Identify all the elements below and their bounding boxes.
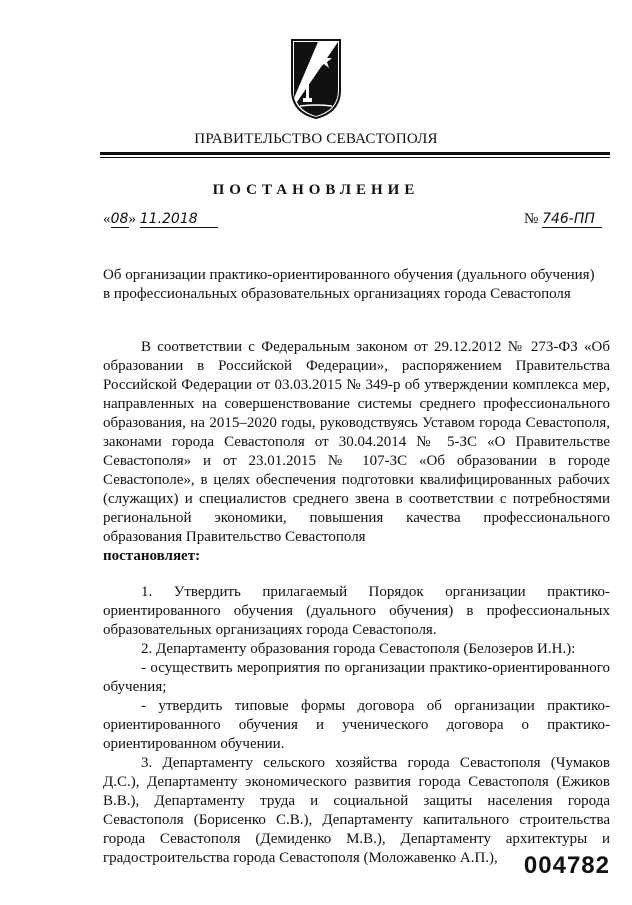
government-name: ПРАВИТЕЛЬСТВО СЕВАСТОПОЛЯ xyxy=(194,131,438,147)
subject-line-1: Об организации практико-ориентированного обучения (дуального обучения) xyxy=(103,267,595,283)
item-2b: - утвердить типовые формы договора об организации практико-ориентированного обучения и ученического договора о практико-ориентированном обучении. xyxy=(103,698,610,752)
header-rule-thin xyxy=(100,157,610,158)
date-close-quote: » xyxy=(128,211,136,227)
form-serial-number: 004782 xyxy=(523,852,610,879)
subject-line-2: в профессиональных образовательных организациях города Севастополя xyxy=(103,286,571,302)
decree-word: постановляет: xyxy=(103,548,201,564)
item-1: 1. Утвердить прилагаемый Порядок организации практико-ориентированного обучения (дуального обучения) в профессиональных образовательных организациях города Севастополя. xyxy=(103,584,610,638)
decree-items xyxy=(103,583,610,868)
sevastopol-coat-of-arms-emblem xyxy=(290,38,342,120)
date-month-year: 11.2018 xyxy=(140,211,218,228)
number-value: 746-ПП xyxy=(542,211,602,228)
item-2: 2. Департаменту образования города Севастополя (Белозеров И.Н.): xyxy=(141,641,576,657)
date-open-quote: « xyxy=(103,211,111,227)
preamble-text: В соответствии с Федеральным законом от 29.12.2012 № 273-ФЗ «Об образовании в Российской Федерации», распоряжением Правительства Российской Федерации от 03.03.2015 № 349-р об утверждении комплекса мер, направленных на совершенствование системы среднего профессионального образования, на 2015–2020 годы, руководствуясь Уставом города Севастополя, законами города Севастополя от 30.04.2014 № 5-ЗС «О Правительстве Севастополя» и от 23.01.2015 № 107-ЗС «Об образовании в городе Севастополе», в целях обеспечения подготовки квалифицированных рабочих (служащих) и специалистов среднего звена в соответствии с потребностями региональной экономики, повышения качества профессионального образования Правительство Севастополя xyxy=(103,339,610,545)
date-day: 08 xyxy=(110,211,129,227)
item-3: 3. Департаменту сельского хозяйства города Севастополя (Чумаков Д.С.), Департаменту экономического развития города Севастополя (Ежиков В.В.), Департаменту труда и социальной защиты населения города Севастополя (Борисенко С.В.), Департаменту капитального строительства города Севастополя (Демиденко М.В.), Департаменту архитектуры и градостроительства города Севастополя (Моложавенко А.П.), xyxy=(103,755,610,866)
item-2a: - осуществить мероприятия по организации практико-ориентированного обучения; xyxy=(103,660,610,695)
document-date xyxy=(103,211,218,228)
header-rule-thick xyxy=(100,152,610,155)
document-type-title: ПОСТАНОВЛЕНИЕ xyxy=(212,182,420,198)
number-sign: № xyxy=(524,211,539,227)
document-number xyxy=(524,211,602,228)
document-subject xyxy=(103,266,610,304)
preamble xyxy=(103,338,610,566)
